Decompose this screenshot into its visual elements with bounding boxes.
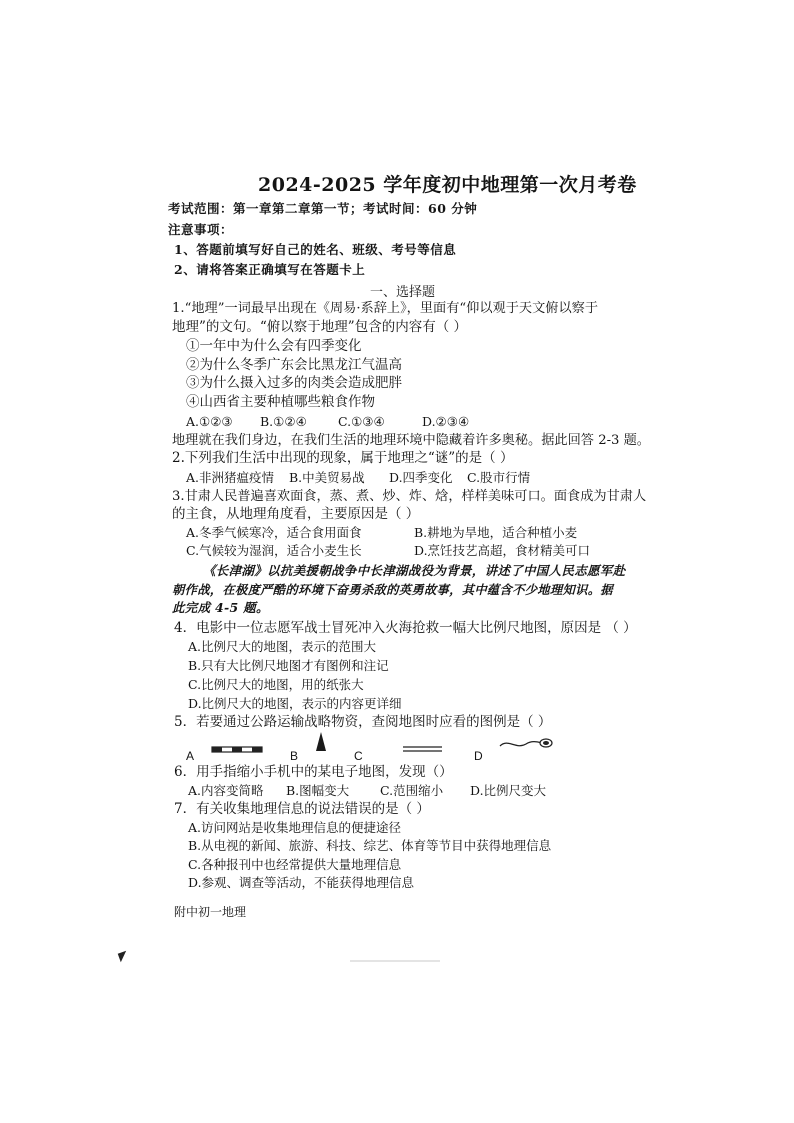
q1-stem-line1: 1.“地理”一词最早出现在《周易·系辞上》，里面有“仰以观于天文俯以察于 — [172, 301, 599, 316]
q5-legend-letter-b: B — [290, 749, 299, 763]
q2-option-a: A.非洲猪瘟疫情 — [186, 470, 275, 485]
q5-legend-d-river-lake-symbol — [498, 734, 558, 754]
intro-4-5-line2: 朝作战，在极度严酷的环境下奋勇杀敌的英勇故事，其中蕴含不少地理知识。据 — [172, 582, 613, 597]
q7-option-c: C.各种报刊中也经常提供大量地理信息 — [188, 857, 402, 872]
page-footer: 附中初一地理 — [174, 905, 247, 919]
q1-item: ③为什么摄入过多的肉类会造成肥胖 — [186, 375, 402, 391]
section-title: 一、选择题 — [370, 285, 436, 300]
q3-stem-line1: 3.甘肃人民普遍喜欢面食，蒸、煮、炒、炸、焓，样样美味可口。面食成为甘肃人 — [172, 489, 647, 504]
q7-option-a: A.访问网站是收集地理信息的便捷途径 — [188, 820, 402, 835]
q5-legend-letter-a: A — [186, 749, 195, 763]
q3-stem-line2: 的主食，从地理角度看，主要原因是（ ） — [172, 506, 420, 522]
q1-item: ④山西省主要种植哪些粮食作物 — [186, 394, 375, 410]
intro-4-5-line1: 《长津湖》以抗美援朝战争中长津湖战役为背景，讲述了中国人民志愿军赴 — [203, 563, 626, 578]
q1-option-c: C.①③④ — [338, 414, 385, 429]
q4-option-d: D.比例尺大的地图，表示的内容更详细 — [188, 696, 402, 711]
q5-legend-letter-d: D — [474, 749, 483, 763]
q7-option-d: D.参观、调查等活动，不能获得地理信息 — [188, 875, 415, 890]
intro-2-3: 地理就在我们身边，在我们生活的地理环境中隐藏着许多奥秘。据此回答 2-3 题。 — [172, 433, 650, 448]
q1-option-a: A.①②③ — [186, 414, 233, 429]
q7-stem: 7．有关收集地理信息的说法错误的是（ ） — [174, 801, 430, 817]
notice-item: 2、请将答案正确填写在答题卡上 — [174, 262, 366, 277]
q6-option-a: A.内容变简略 — [188, 783, 264, 798]
q2-stem: 2.下列我们生活中出现的现象，属于地理之“谜”的是（ ） — [172, 450, 514, 466]
q5-legend-b-mountain-peak-symbol — [314, 731, 328, 753]
q3-option-d: D.烹饪技艺高超，食材精美可口 — [414, 543, 591, 558]
q1-stem-line2: 地理”的文句。“俯以察于地理”包含的内容有（ ） — [172, 319, 467, 335]
q3-option-b: B.耕地为旱地，适合种植小麦 — [414, 525, 578, 540]
q6-option-b: B.图幅变大 — [286, 783, 350, 798]
q6-stem: 6．用手指缩小手机中的某电子地图，发现（） — [174, 764, 453, 780]
q2-option-b: B.中美贸易战 — [289, 470, 365, 485]
scan-smudge — [350, 960, 440, 962]
q4-option-b: B.只有大比例尺地图才有图例和注记 — [188, 658, 389, 673]
scan-corner-mark — [118, 951, 130, 963]
q2-option-d: D.四季变化 — [389, 470, 453, 485]
q6-option-c: C.范围缩小 — [380, 783, 444, 798]
exam-scope: 考试范围：第一章第二章第一节；考试时间：60 分钟 — [168, 201, 478, 216]
q3-option-c: C.气候较为湿润，适合小麦生长 — [186, 543, 362, 558]
q4-stem: 4．电影中一位志愿军战士冒死冲入火海抢救一幅大比例尺地图，原因是 （ ） — [174, 620, 637, 636]
notice-item: 1、答题前填写好自己的姓名、班级、考号等信息 — [174, 242, 457, 257]
q5-legend-letter-c: C — [354, 749, 363, 763]
q4-option-c: C.比例尺大的地图，用的纸张大 — [188, 677, 364, 692]
q4-option-a: A.比例尺大的地图，表示的范围大 — [188, 639, 377, 654]
q5-stem: 5．若要通过公路运输战略物资，查阅地图时应看的图例是（ ） — [174, 714, 552, 730]
q5-legend-a-railway-symbol — [210, 744, 266, 756]
q1-option-d: D.②③④ — [422, 414, 470, 429]
q3-option-a: A.冬季气候寒冷，适合食用面食 — [186, 525, 362, 540]
q6-option-d: D.比例尺变大 — [470, 783, 547, 798]
notice-heading: 注意事项： — [168, 222, 234, 237]
q2-option-c: C.股市行情 — [467, 470, 531, 485]
q7-option-b: B.从电视的新闻、旅游、科技、综艺、体育等节目中获得地理信息 — [188, 838, 552, 853]
q1-item: ①一年中为什么会有四季变化 — [186, 338, 362, 354]
intro-4-5-line3: 此完成 4-5 题。 — [172, 600, 269, 615]
q1-item: ②为什么冬季广东会比黑龙江气温高 — [186, 357, 402, 373]
q1-option-b: B.①②④ — [260, 414, 307, 429]
q5-legend-c-highway-symbol — [402, 744, 444, 754]
exam-title: 2024-2025 学年度初中地理第一次月考卷 — [258, 174, 637, 196]
